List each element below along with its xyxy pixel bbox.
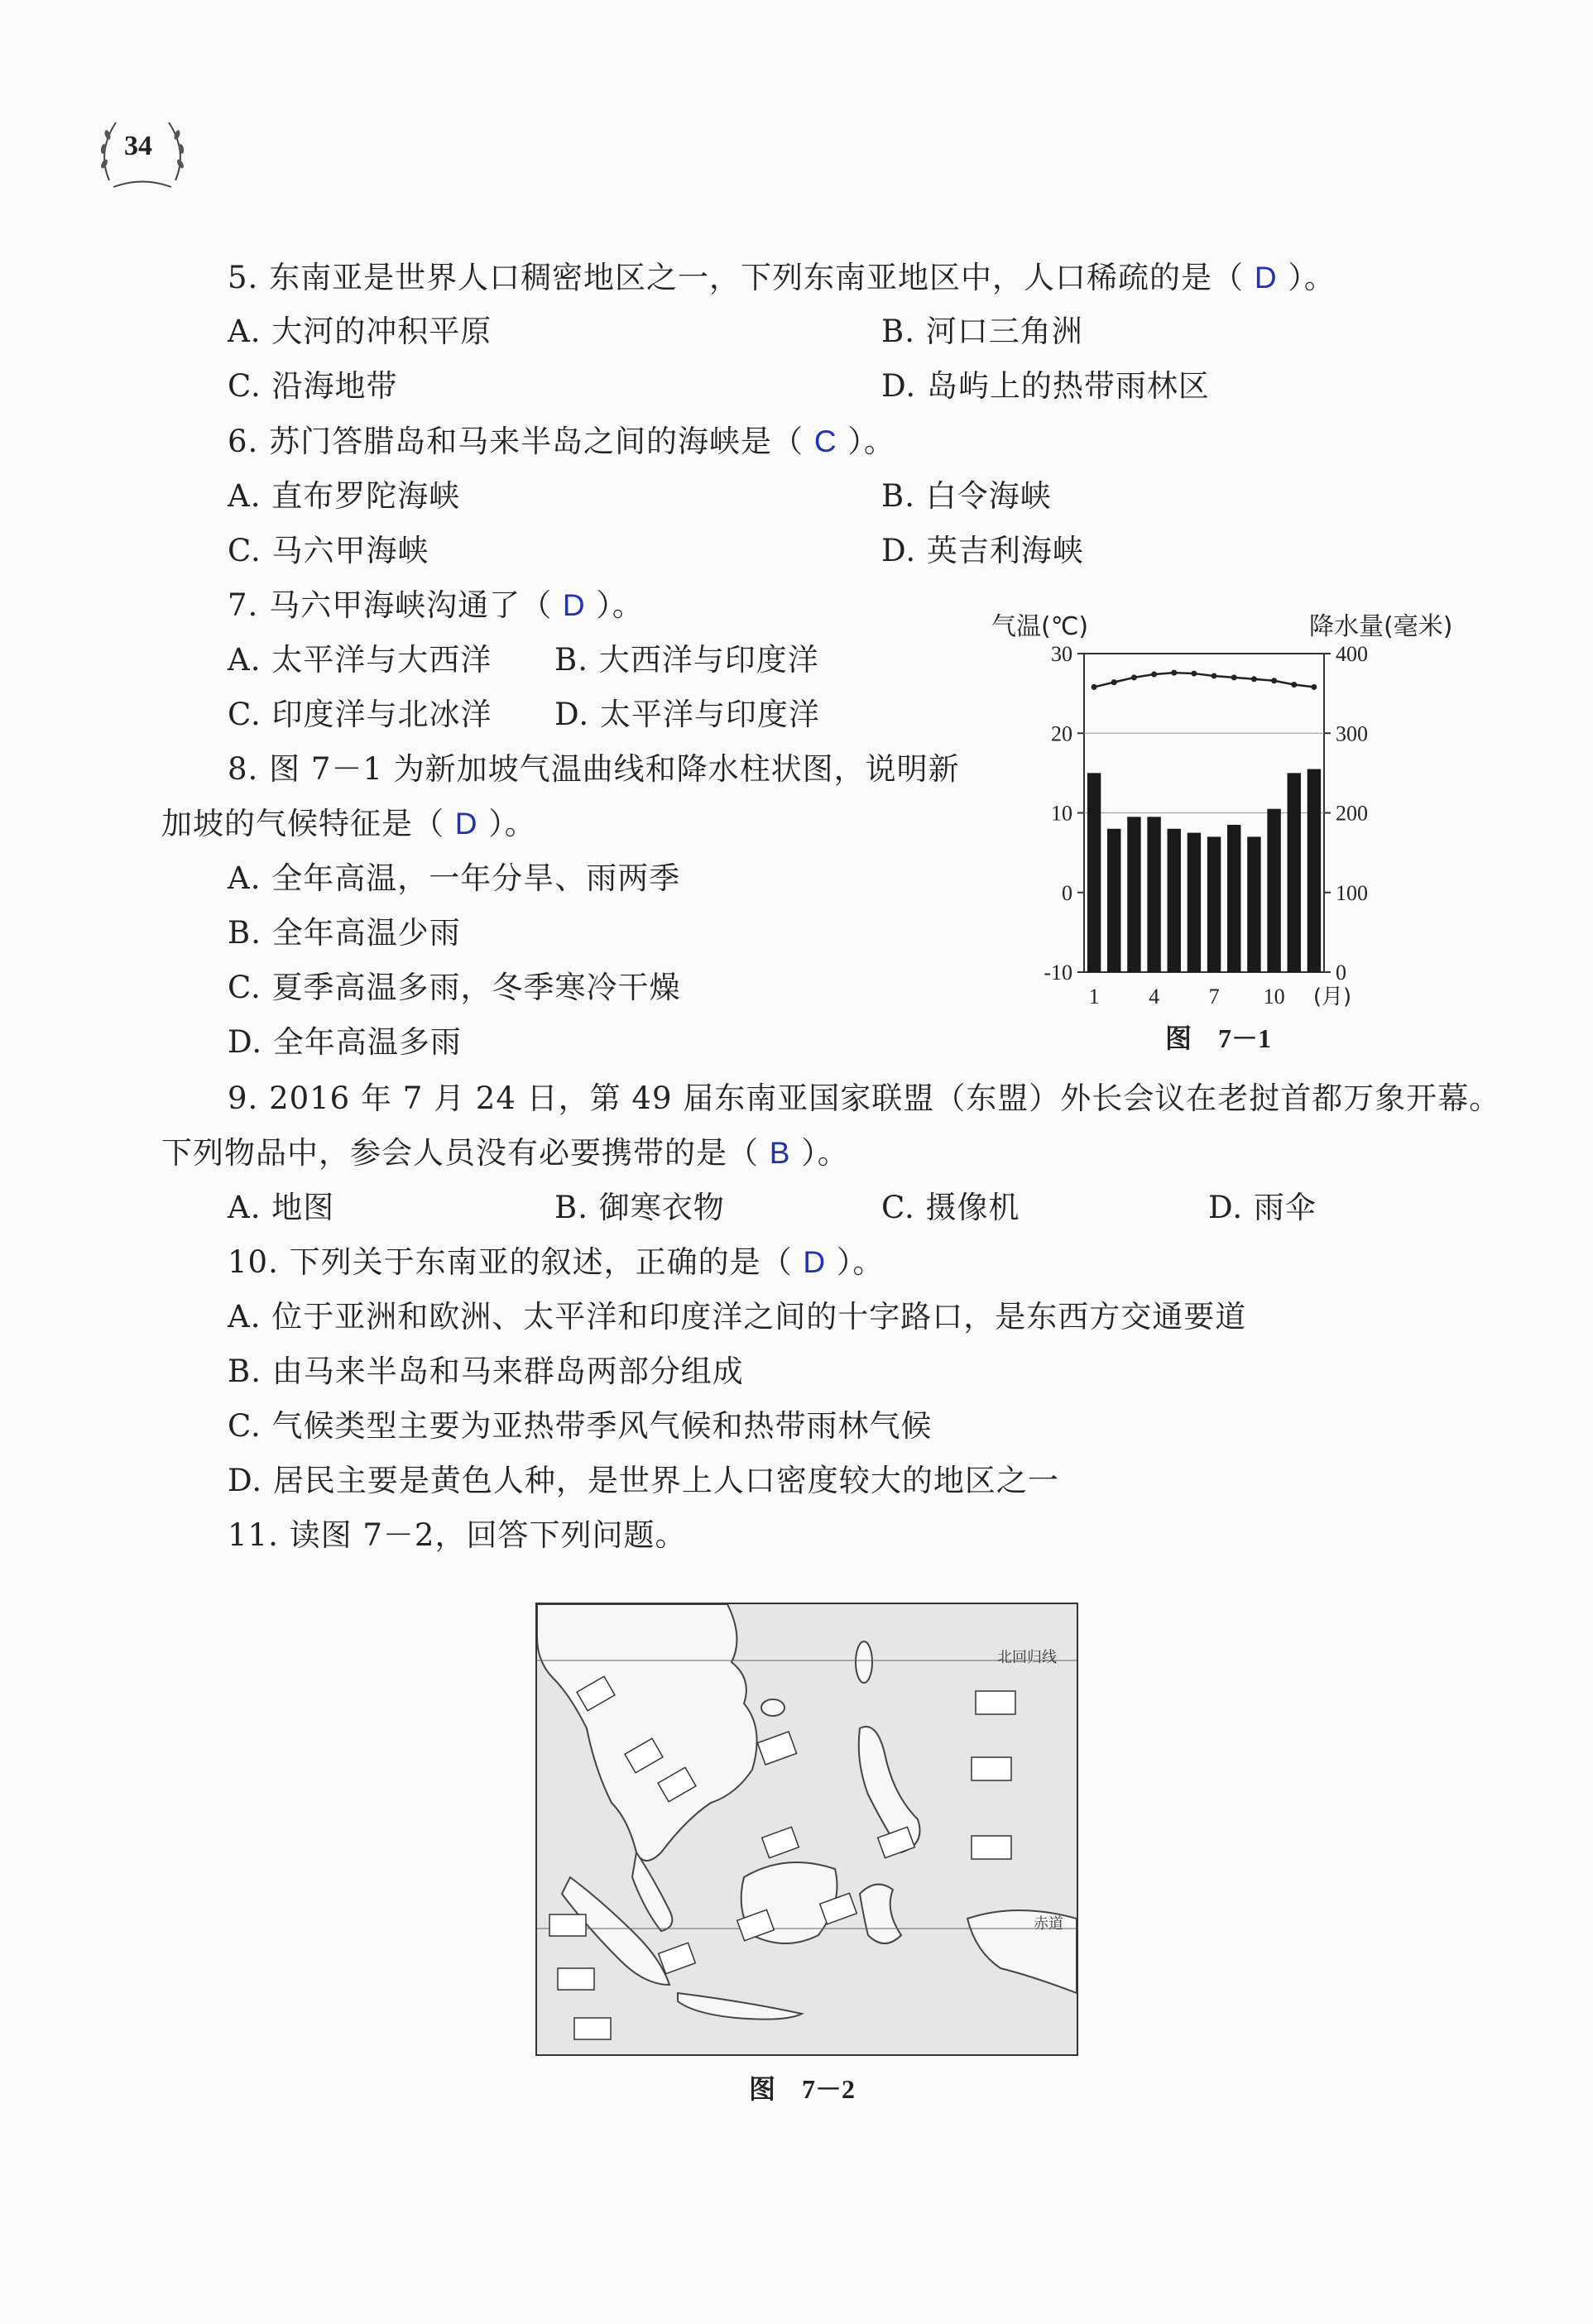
precipitation-bar: [1127, 817, 1140, 972]
q7-option-a: A. 太平洋与大西洋: [228, 642, 492, 678]
q8-option-c: C. 夏季高温多雨，冬季寒冷干燥: [228, 970, 681, 1005]
temperature-point: [1092, 684, 1097, 690]
temperature-point: [1291, 682, 1297, 688]
southeast-asia-map: [535, 1603, 1078, 2056]
left-axis-tick-label: -10: [1044, 961, 1072, 985]
q8-option-b: B. 全年高温少雨: [228, 915, 461, 951]
q6-option-d: D. 英吉利海峡: [881, 533, 1084, 568]
q7-option-b: B. 大西洋与印度洋: [554, 642, 819, 678]
left-axis-tick-label: 20: [1051, 721, 1072, 746]
chart-right-axis-title: 降水量(毫米): [1309, 612, 1453, 641]
right-axis-tick-label: 300: [1336, 721, 1368, 746]
q5-option-a: A. 大河的冲积平原: [228, 314, 492, 349]
answer-10: D: [803, 1245, 827, 1279]
figure-7-1-caption: 图 7－1: [1165, 1023, 1272, 1053]
climate-chart: [976, 629, 1440, 1026]
answer-7: D: [562, 588, 586, 622]
chart-left-axis-title: 气温(℃): [991, 612, 1089, 641]
q6-option-b: B. 白令海峡: [881, 478, 1052, 514]
question-9-stem-line1: 9. 2016 年 7 月 24 日，第 49 届东南亚国家联盟（东盟）外长会议在老挝首都万象开幕。: [228, 1081, 1501, 1116]
temperature-line: [1094, 673, 1314, 687]
q10-option-a: A. 位于亚洲和欧洲、太平洋和印度洋之间的十字路口，是东西方交通要道: [228, 1299, 1247, 1335]
temperature-point: [1111, 679, 1117, 685]
precipitation-bar: [1308, 769, 1321, 972]
q8-option-a: A. 全年高温，一年分旱、雨两季: [228, 860, 681, 896]
answer-5: D: [1254, 261, 1278, 295]
x-axis-tick-label: 4: [1149, 985, 1160, 1009]
q9-option-b: B. 御寒衣物: [554, 1190, 725, 1225]
temperature-point: [1212, 673, 1217, 678]
temperature-point: [1251, 676, 1257, 682]
q7-option-c: C. 印度洋与北冰洋: [228, 697, 492, 732]
question-5-stem: 5. 东南亚是世界人口稠密地区之一，下列东南亚地区中，人口稀疏的是（ D ）。: [228, 260, 1336, 295]
precipitation-bar: [1227, 825, 1240, 972]
page-number: 34: [124, 131, 152, 161]
temperature-point: [1131, 674, 1137, 680]
temperature-point: [1231, 674, 1237, 680]
q10-option-c: C. 气候类型主要为亚热带季风气候和热带雨林气候: [228, 1408, 933, 1444]
q9-option-d: D. 雨伞: [1208, 1190, 1317, 1225]
right-axis-tick-label: 400: [1336, 642, 1368, 666]
answer-6: C: [813, 424, 837, 458]
right-axis-tick-label: 0: [1336, 961, 1346, 985]
question-7-stem: 7. 马六甲海峡沟通了（ D ）。: [228, 587, 644, 623]
q10-option-b: B. 由马来半岛和马来群岛两部分组成: [228, 1354, 744, 1389]
left-axis-tick-label: 0: [1062, 880, 1072, 905]
q7-option-d: D. 太平洋与印度洋: [554, 697, 820, 732]
page-number-emblem: [93, 106, 192, 197]
q5-option-d: D. 岛屿上的热带雨林区: [881, 368, 1210, 404]
precipitation-bar: [1188, 833, 1201, 972]
right-axis-tick-label: 200: [1336, 801, 1368, 826]
precipitation-bar: [1087, 773, 1101, 972]
precipitation-bar: [1107, 829, 1120, 972]
q10-option-d: D. 居民主要是黄色人种，是世界上人口密度较大的地区之一: [228, 1463, 1059, 1498]
temperature-point: [1151, 672, 1157, 678]
question-11-stem: 11. 读图 7－2，回答下列问题。: [228, 1517, 687, 1553]
map-drawing: [537, 1604, 1077, 2054]
tropic-of-cancer-label: 北回归线: [997, 1649, 1057, 1666]
x-axis-unit-label: (月): [1312, 985, 1352, 1009]
x-axis-tick-label: 10: [1263, 985, 1285, 1009]
q5-option-b: B. 河口三角洲: [881, 314, 1083, 349]
temperature-point: [1191, 671, 1197, 677]
q6-option-a: A. 直布罗陀海峡: [228, 478, 461, 514]
temperature-point: [1271, 678, 1277, 683]
answer-8: D: [454, 807, 478, 841]
temperature-point: [1311, 684, 1317, 690]
left-axis-tick-label: 30: [1051, 642, 1072, 666]
question-8-stem-line1: 8. 图 7－1 为新加坡气温曲线和降水柱状图，说明新: [228, 751, 960, 787]
question-10-stem: 10. 下列关于东南亚的叙述，正确的是（ D ）。: [228, 1244, 885, 1280]
precipitation-bar: [1207, 836, 1221, 972]
right-axis-tick-label: 100: [1336, 880, 1368, 905]
precipitation-bar: [1247, 836, 1260, 972]
x-axis-tick-label: 1: [1088, 985, 1100, 1009]
q9-option-a: A. 地图: [228, 1190, 335, 1225]
precipitation-bar: [1147, 817, 1160, 972]
precipitation-bar: [1267, 809, 1280, 972]
q9-option-c: C. 摄像机: [881, 1190, 1020, 1225]
question-9-stem-line2: 下列物品中，参会人员没有必要携带的是（ B ）。: [161, 1135, 849, 1171]
precipitation-bar: [1288, 773, 1301, 972]
q8-option-d: D. 全年高温多雨: [228, 1024, 462, 1060]
equator-label: 赤道: [1034, 1915, 1063, 1933]
question-8-stem-line2: 加坡的气候特征是（ D ）。: [161, 806, 536, 841]
temperature-point: [1171, 670, 1177, 676]
left-axis-tick-label: 10: [1051, 801, 1072, 826]
figure-7-2-caption: 图 7－2: [749, 2074, 856, 2104]
q6-option-c: C. 马六甲海峡: [228, 533, 429, 568]
precipitation-bar: [1168, 829, 1181, 972]
x-axis-tick-label: 7: [1208, 985, 1220, 1009]
q5-option-c: C. 沿海地带: [228, 368, 398, 404]
question-6-stem: 6. 苏门答腊岛和马来半岛之间的海峡是（ C ）。: [228, 424, 895, 459]
answer-9: B: [769, 1136, 791, 1170]
